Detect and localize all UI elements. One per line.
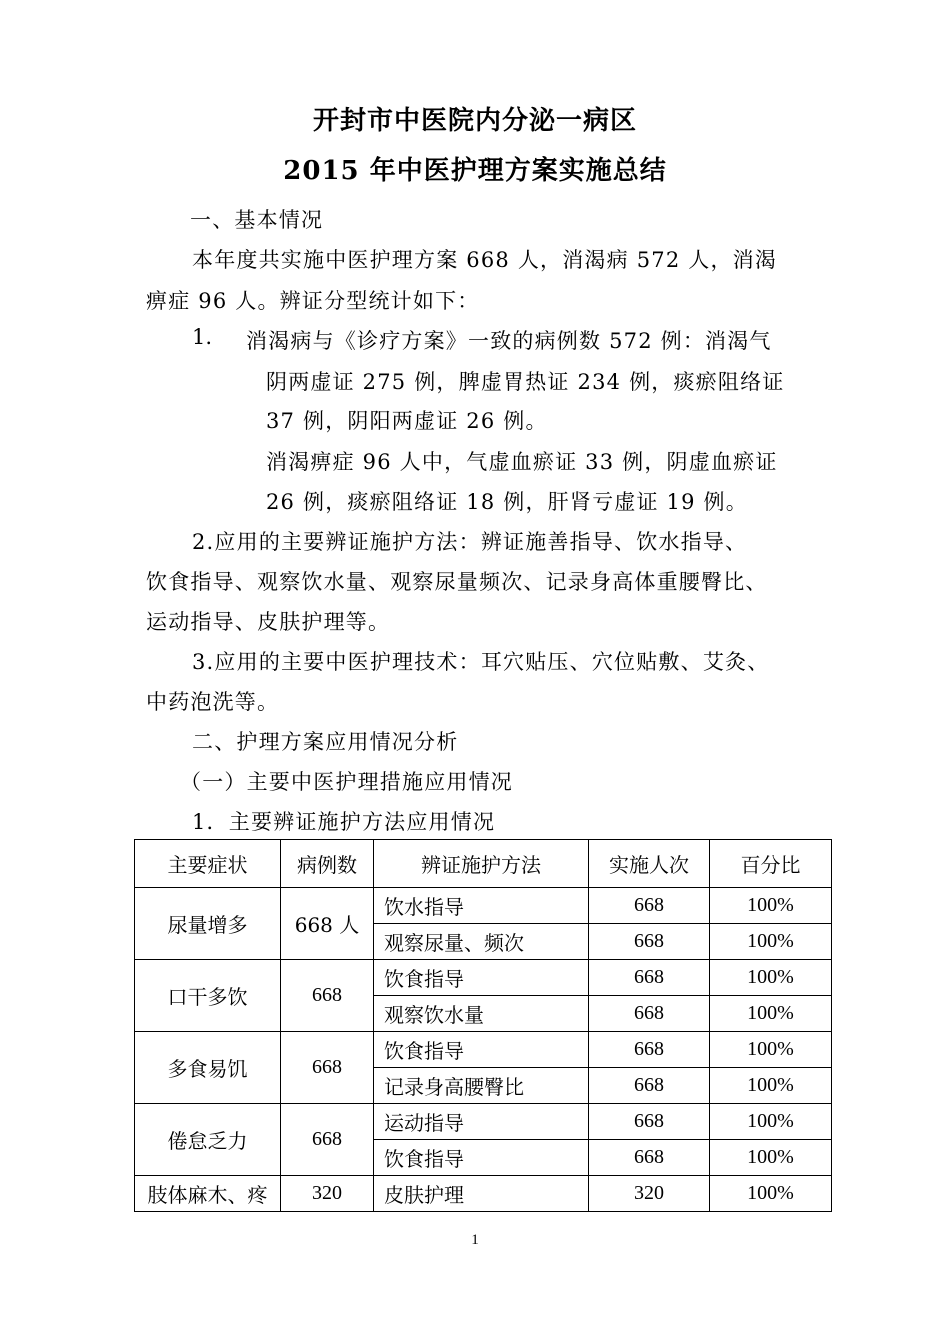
percent-cell: 100% [710,1104,832,1140]
count-cell: 668 [589,1140,710,1176]
method-cell: 观察尿量、频次 [374,924,589,960]
section2-subsubheading: 1．主要辨证施护方法应用情况 [192,810,496,834]
method-cell: 皮肤护理 [374,1176,589,1212]
cases-cell: 320 [281,1176,374,1212]
cases-cell: 668 [281,1104,374,1176]
header-symptom: 主要症状 [135,840,281,888]
count-cell: 668 [589,924,710,960]
count-cell: 668 [589,1068,710,1104]
cases-cell: 668 [281,1032,374,1104]
percent-cell: 100% [710,888,832,924]
symptom-cell: 尿量增多 [135,888,281,960]
symptom-cell: 倦怠乏力 [135,1104,281,1176]
document-title-line2: 2015 年中医护理方案实施总结 [283,156,667,186]
method-cell: 运动指导 [374,1104,589,1140]
table-row [135,960,832,996]
item3-line2: 中药泡洗等。 [146,690,280,714]
item1-line4: 消渴痹症 96 人中，气虚血瘀证 33 例，阴虚血瘀证 [266,450,778,474]
symptom-cell: 口干多饮 [135,960,281,1032]
percent-cell: 100% [710,1032,832,1068]
table-row [135,1176,832,1212]
count-cell: 668 [589,960,710,996]
percent-cell: 100% [710,996,832,1032]
header-method: 辨证施护方法 [374,840,589,888]
header-count: 实施人次 [589,840,710,888]
document-title-line1: 开封市中医院内分泌一病区 [312,106,637,136]
count-cell: 668 [589,996,710,1032]
section2-heading: 二、护理方案应用情况分析 [192,730,459,754]
method-cell: 饮食指导 [374,1032,589,1068]
percent-cell: 100% [710,1176,832,1212]
count-cell: 668 [589,1032,710,1068]
method-cell: 记录身高腰臀比 [374,1068,589,1104]
table-row [135,1104,832,1140]
section1-heading: 一、基本情况 [190,208,324,232]
page-number: 1 [471,1232,479,1248]
method-cell: 饮食指导 [374,960,589,996]
item1-number: 1. [192,325,213,349]
item2-line3: 运动指导、皮肤护理等。 [146,610,391,634]
table-header-row [135,840,832,888]
item2-line2: 饮食指导、观察饮水量、观察尿量频次、记录身高体重腰臀比、 [146,570,768,594]
cases-cell: 668 人 [281,888,374,960]
method-cell: 观察饮水量 [374,996,589,1032]
method-cell: 饮食指导 [374,1140,589,1176]
item1-line5: 26 例，痰瘀阻络证 18 例，肝肾亏虚证 19 例。 [266,490,748,514]
percent-cell: 100% [710,924,832,960]
percent-cell: 100% [710,1140,832,1176]
method-cell: 饮水指导 [374,888,589,924]
cases-cell: 668 [281,960,374,1032]
percent-cell: 100% [710,1068,832,1104]
item1-line3: 37 例，阴阳两虚证 26 例。 [266,409,548,433]
section1-para1-line2: 痹症 96 人。辨证分型统计如下： [146,289,480,313]
count-cell: 320 [589,1176,710,1212]
item1-line1: 消渴病与《诊疗方案》一致的病例数 572 例：消渴气 [246,329,772,353]
header-cases: 病例数 [281,840,374,888]
section1-para1-line1: 本年度共实施中医护理方案 668 人，消渴病 572 人，消渴 [192,248,778,272]
nursing-methods-table [134,839,832,1212]
table-row [135,1032,832,1068]
table-row [135,888,832,924]
item1-line2: 阴两虚证 275 例，脾虚胃热证 234 例，痰瘀阻络证 [266,370,785,394]
header-percent: 百分比 [710,840,832,888]
symptom-cell: 肢体麻木、疼 [135,1176,281,1212]
count-cell: 668 [589,1104,710,1140]
item3-line1: 3.应用的主要中医护理技术：耳穴贴压、穴位贴敷、艾灸、 [192,650,770,674]
item2-line1: 2.应用的主要辨证施护方法：辨证施善指导、饮水指导、 [192,530,748,554]
symptom-cell: 多食易饥 [135,1032,281,1104]
section2-subheading: （一）主要中医护理措施应用情况 [180,770,513,794]
percent-cell: 100% [710,960,832,996]
count-cell: 668 [589,888,710,924]
